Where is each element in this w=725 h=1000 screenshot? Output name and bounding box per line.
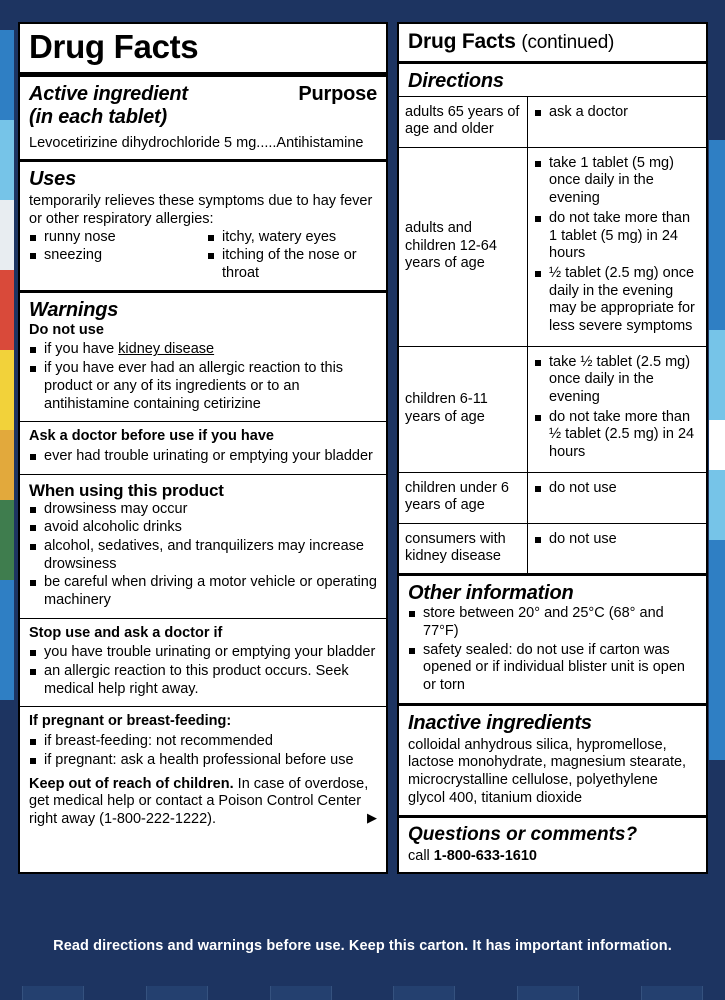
page-title: Drug Facts: [29, 28, 199, 65]
uses-list: [29, 229, 377, 283]
list-item: an allergic reaction to this product occurs. Seek medical help right away.: [29, 663, 377, 698]
do-not-use-list: [29, 341, 377, 413]
list-item: runny nose: [29, 229, 199, 247]
list-item: if pregnant: ask a health professional before use: [29, 752, 377, 770]
carton-flap-notches: [0, 986, 725, 1000]
questions-section: [399, 818, 706, 873]
keep-out-of-reach: [29, 776, 377, 829]
other-information-list: [408, 605, 697, 694]
list-item: if you have ever had an allergic reaction to this product or any of its ingredients or to an antihistamine containing cetirizine: [29, 360, 377, 413]
list-item: ever had trouble urinating or emptying your bladder: [29, 448, 377, 466]
list-item: take ½ tablet (2.5 mg) once daily in the evening: [534, 354, 700, 407]
uses-section: [20, 162, 386, 289]
warnings-section: [20, 293, 386, 421]
footer-note: Read directions and warnings before use. Keep this carton. It has important information.: [53, 938, 672, 954]
kidney-disease-link[interactable]: kidney disease: [118, 341, 215, 358]
when-using-heading: When using this product: [29, 480, 224, 500]
active-ingredient-section: [20, 77, 386, 160]
pregnancy-section: [20, 707, 386, 835]
inactive-ingredients-text: colloidal anhydrous silica, hypromellose, lactose monohydrate, magnesium stearate, microcrystalline cellulose, polyethylene glycol 400, titanium dioxide: [408, 736, 687, 806]
keep-out-heading: Keep out of reach of children.: [29, 775, 234, 792]
pregnancy-heading: If pregnant or breast-feeding:: [29, 713, 232, 730]
directions-list: [534, 104, 700, 122]
drug-facts-continued-title-block: [399, 24, 706, 61]
pregnancy-list: [29, 733, 377, 769]
notch: [641, 986, 703, 1000]
when-using-list: [29, 501, 377, 610]
list-item: ask a doctor: [534, 104, 700, 122]
notch: [270, 986, 332, 1000]
drug-facts-right-column: [397, 22, 708, 874]
warnings-heading: Warnings: [29, 298, 119, 321]
active-ingredient-text: Levocetirizine dihydrochloride 5 mg.....Antihistamine: [29, 134, 364, 151]
left-color-stripe: [0, 0, 14, 1000]
list-item: you have trouble urinating or emptying your bladder: [29, 644, 377, 662]
list-item: if you have kidney disease: [29, 341, 377, 359]
directions-what: [528, 472, 707, 523]
notch: [517, 986, 579, 1000]
continued-label: (continued): [521, 32, 615, 53]
list-item: itching of the nose or throat: [207, 247, 377, 282]
list-item: itchy, watery eyes: [207, 229, 377, 247]
list-item: drowsiness may occur: [29, 501, 377, 519]
table-row: [399, 346, 706, 472]
list-item: sneezing: [29, 247, 199, 265]
directions-who: adults 65 years of age and older: [399, 97, 528, 147]
keep-out-text: In case of overdose, get medical help or contact a Poison Control Center right away (1-800-222-1222).: [29, 775, 369, 827]
drug-facts-title-block: [20, 24, 386, 72]
when-using-section: [20, 475, 386, 618]
other-information-heading: Other information: [408, 582, 574, 605]
directions-table: [399, 97, 706, 573]
directions-who: adults and children 12-64 years of age: [399, 147, 528, 346]
stop-use-list: [29, 644, 377, 698]
uses-intro: temporarily relieves these symptoms due to hay fever or other respiratory allergies:: [29, 193, 373, 228]
list-item: safety sealed: do not use if carton was opened or if individual blister unit is open or torn: [408, 642, 697, 695]
list-item: avoid alcoholic drinks: [29, 519, 377, 537]
directions-who: consumers with kidney disease: [399, 523, 528, 573]
inactive-ingredients-heading: Inactive ingredients: [408, 711, 592, 734]
directions-list: [534, 480, 700, 498]
stop-use-section: [20, 619, 386, 707]
list-item: do not use: [534, 531, 700, 549]
uses-heading: Uses: [29, 168, 77, 191]
list-item: if breast-feeding: not recommended: [29, 733, 377, 751]
table-row: [399, 97, 706, 147]
table-row: [399, 147, 706, 346]
active-ingredient-heading: Active ingredient (in each tablet): [29, 82, 188, 128]
page-title-continued: Drug Facts (continued): [408, 30, 615, 53]
questions-heading: Questions or comments?: [408, 823, 638, 845]
directions-what: [528, 346, 707, 472]
ask-doctor-section: [20, 422, 386, 473]
directions-heading: Directions: [408, 70, 504, 92]
drug-facts-left-column: [18, 22, 388, 874]
purpose-heading: Purpose: [298, 82, 377, 105]
directions-list: [534, 531, 700, 549]
drug-facts-columns: [18, 22, 708, 874]
notch: [22, 986, 84, 1000]
directions-what: [528, 97, 707, 147]
list-item: take 1 tablet (5 mg) once daily in the evening: [534, 155, 700, 208]
do-not-use-heading: Do not use: [29, 321, 104, 338]
list-item: ½ tablet (2.5 mg) once daily in the evening may be appropriate for less severe symptoms: [534, 265, 700, 336]
other-information-section: [399, 576, 706, 702]
directions-what: [528, 147, 707, 346]
ask-doctor-heading: Ask a doctor before use if you have: [29, 428, 274, 445]
list-item: alcohol, sedatives, and tranquilizers may increase drowsiness: [29, 538, 377, 573]
directions-what: [528, 523, 707, 573]
directions-who: children 6-11 years of age: [399, 346, 528, 472]
right-color-stripe: [709, 0, 725, 1000]
list-item: do not take more than ½ tablet (2.5 mg) in 24 hours: [534, 409, 700, 462]
notch: [146, 986, 208, 1000]
notch: [393, 986, 455, 1000]
list-item: store between 20° and 25°C (68° and 77°F): [408, 605, 697, 640]
ask-doctor-list: [29, 448, 377, 466]
directions-list: [534, 155, 700, 336]
directions-list: [534, 354, 700, 462]
table-row: [399, 472, 706, 523]
inactive-ingredients-section: [399, 706, 706, 815]
phone-number[interactable]: 1-800-633-1610: [433, 847, 537, 864]
list-item: be careful when driving a motor vehicle or operating machinery: [29, 574, 377, 609]
list-item: do not take more than 1 tablet (5 mg) in 24 hours: [534, 210, 700, 263]
list-item: do not use: [534, 480, 700, 498]
directions-heading-block: [399, 64, 706, 96]
directions-who: children under 6 years of age: [399, 472, 528, 523]
continuation-arrow-icon: ▶: [367, 809, 377, 825]
stop-use-heading: Stop use and ask a doctor if: [29, 624, 223, 641]
table-row: [399, 523, 706, 573]
questions-phone-line: call 1-800-633-1610: [408, 847, 537, 864]
